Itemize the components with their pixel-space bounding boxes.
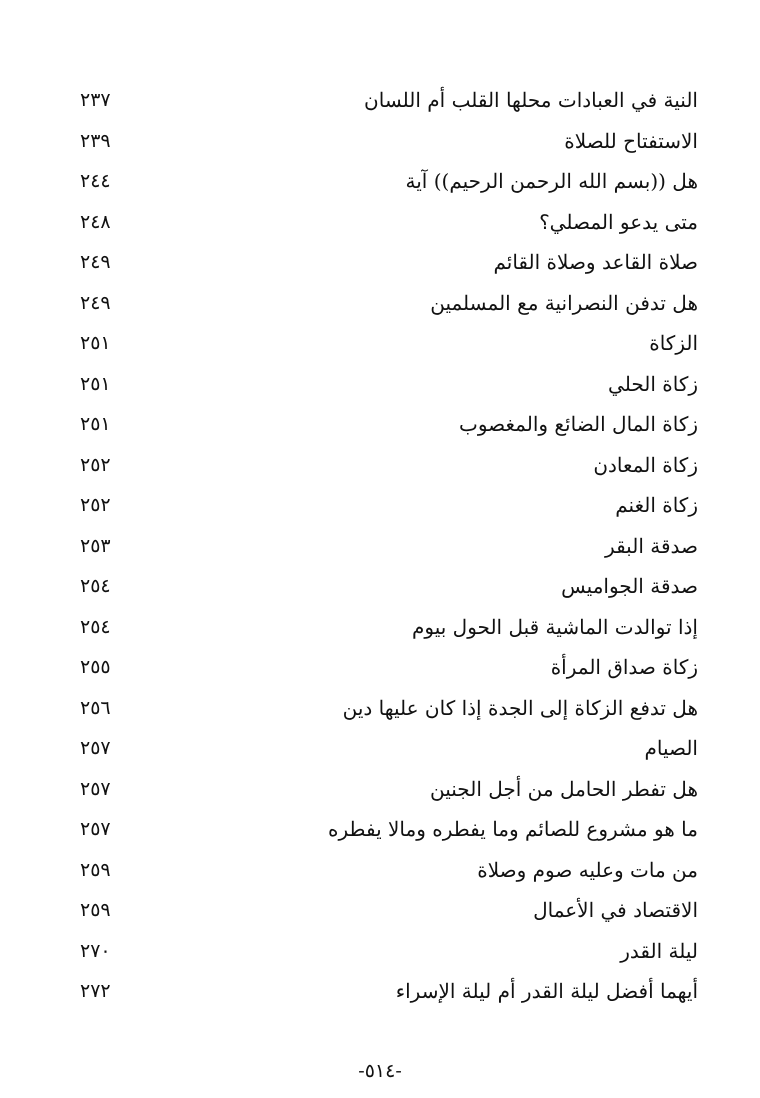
toc-page-number: ٢٧٠ (80, 939, 111, 962)
toc-title: الصيام (644, 736, 698, 761)
toc-entry (80, 971, 698, 1012)
toc-title: ما هو مشروع للصائم وما يفطره ومالا يفطره (328, 817, 698, 842)
toc-title: زكاة المال الضائع والمغصوب (459, 412, 698, 437)
toc-entry (80, 202, 698, 243)
toc-page-number: ٢٥٧ (80, 777, 111, 800)
toc-entry (80, 850, 698, 891)
toc-title: زكاة صداق المرأة (550, 655, 698, 680)
toc-entry (80, 728, 698, 769)
toc-entry (80, 323, 698, 364)
toc-title: زكاة الحلي (608, 371, 698, 396)
toc-page-number: ٢٥٥ (80, 656, 111, 679)
toc-page-number: ٢٥٦ (80, 696, 111, 719)
toc-page-number: ٢٤٩ (80, 291, 111, 314)
toc-entry (80, 404, 698, 445)
toc-page-number: ٢٤٤ (80, 170, 111, 193)
toc-page-number: ٢٥٩ (80, 899, 111, 922)
toc-title: الزكاة (649, 331, 698, 356)
toc-entry (80, 242, 698, 283)
toc-page-number: ٢٥٤ (80, 575, 111, 598)
toc-entry (80, 161, 698, 202)
toc-page-number: ٢٥٢ (80, 494, 111, 517)
toc-page-number: ٢٥١ (80, 372, 111, 395)
toc-entry (80, 445, 698, 486)
toc-title: صدقة البقر (605, 533, 698, 558)
toc-title: زكاة المعادن (593, 452, 698, 477)
toc-page-number: ٢٥٢ (80, 453, 111, 476)
toc-entry (80, 566, 698, 607)
toc-entry (80, 607, 698, 648)
toc-entry (80, 364, 698, 405)
toc-page-number: ٢٣٧ (80, 89, 111, 112)
toc-page-number: ٢٥١ (80, 413, 111, 436)
toc-title: الاقتصاد في الأعمال (533, 898, 698, 923)
toc-title: إذا توالدت الماشية قبل الحول بيوم (412, 614, 698, 639)
toc-title: صدقة الجواميس (561, 574, 698, 599)
toc-page-number: ٢٤٩ (80, 251, 111, 274)
toc-entry (80, 688, 698, 729)
toc-title: متى يدعو المصلي؟ (539, 209, 698, 234)
toc-title: صلاة القاعد وصلاة القائم (493, 250, 698, 275)
toc-entry (80, 485, 698, 526)
toc-title: ليلة القدر (620, 938, 698, 963)
toc-entry (80, 526, 698, 567)
toc-title: هل تفطر الحامل من أجل الجنين (430, 776, 698, 801)
toc-title: من مات وعليه صوم وصلاة (477, 857, 698, 882)
toc-page-number: ٢٥٧ (80, 737, 111, 760)
toc-title: هل تدفع الزكاة إلى الجدة إذا كان عليها دين (342, 695, 698, 720)
toc-page-number: ٢٥٧ (80, 818, 111, 841)
toc-title: أيهما أفضل ليلة القدر أم ليلة الإسراء (395, 979, 698, 1004)
toc-entry (80, 283, 698, 324)
toc-page-number: ٢٥٩ (80, 858, 111, 881)
toc-entry (80, 890, 698, 931)
toc-page-number: ٢٤٨ (80, 210, 111, 233)
toc-entry (80, 809, 698, 850)
toc-entry (80, 931, 698, 972)
page-number-footer: -٥١٤- (358, 1060, 402, 1082)
toc-title: زكاة الغنم (615, 493, 698, 518)
toc-entry (80, 121, 698, 162)
toc-title: الاستفتاح للصلاة (564, 128, 698, 153)
toc-page-number: ٢٧٢ (80, 980, 111, 1003)
table-of-contents (80, 80, 698, 1012)
toc-title: النية في العبادات محلها القلب أم اللسان (364, 88, 698, 113)
toc-title: هل ((بسم الله الرحمن الرحيم)) آية (405, 169, 698, 194)
toc-entry (80, 80, 698, 121)
toc-page-number: ٢٥١ (80, 332, 111, 355)
toc-title: هل تدفن النصرانية مع المسلمين (430, 290, 698, 315)
toc-page-number: ٢٥٤ (80, 615, 111, 638)
toc-page-number: ٢٥٣ (80, 534, 111, 557)
toc-page-number: ٢٣٩ (80, 129, 111, 152)
toc-entry (80, 769, 698, 810)
toc-entry (80, 647, 698, 688)
